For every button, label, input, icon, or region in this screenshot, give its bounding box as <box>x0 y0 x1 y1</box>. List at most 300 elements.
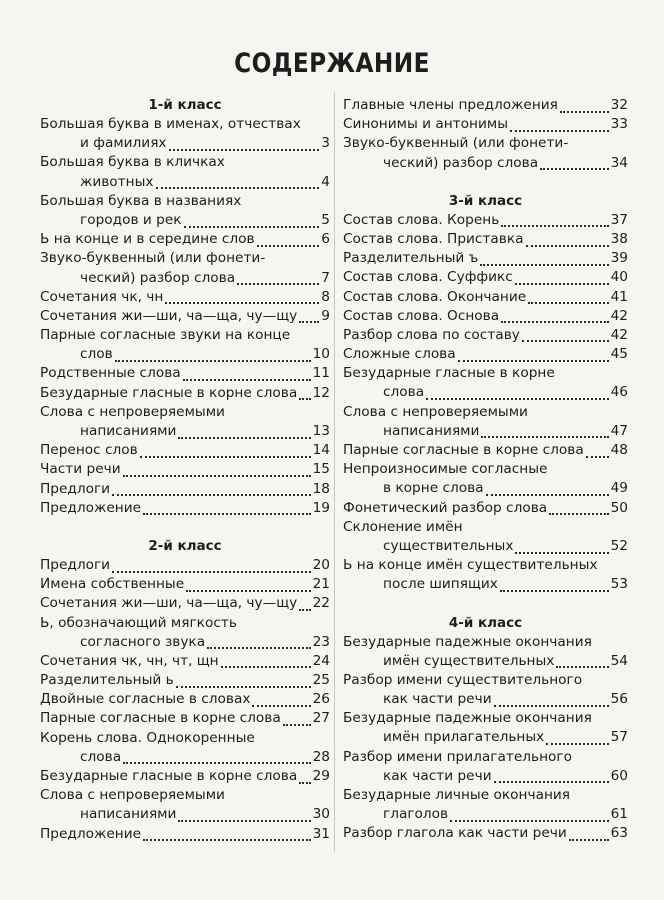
toc-entry[interactable] <box>40 288 330 307</box>
page-number: 3 <box>321 135 330 152</box>
page-number: 48 <box>610 442 628 458</box>
dot-leader <box>257 235 320 247</box>
dot-leader <box>237 273 319 285</box>
toc-entry-line <box>40 556 330 575</box>
dot-leader <box>480 254 608 266</box>
toc-entry-title: Предлоги <box>40 556 111 573</box>
page-number: 46 <box>610 384 628 401</box>
section-spacer <box>343 595 628 614</box>
dot-leader <box>549 503 608 515</box>
toc-entry-title: Предлоги <box>40 480 111 497</box>
toc-entry-line <box>343 307 628 326</box>
toc-entry-title: в корне слова <box>383 480 484 497</box>
toc-entry-title: Безударные падежные окончания <box>343 633 592 650</box>
toc-entry-line <box>40 422 330 441</box>
page-number: 25 <box>312 672 330 689</box>
toc-entry[interactable] <box>343 326 628 345</box>
page-number: 22 <box>312 595 330 612</box>
toc-entry[interactable] <box>40 652 330 671</box>
page-number: 31 <box>312 825 330 842</box>
toc-entry-line <box>343 748 628 767</box>
dot-leader <box>283 714 311 726</box>
toc-entry-title: Состав слова. Корень <box>343 211 500 228</box>
toc-entry-title: Разбор глагола как части речи <box>343 825 567 842</box>
dot-leader <box>143 829 311 841</box>
page-number: 15 <box>312 461 330 478</box>
toc-entry-line <box>40 633 330 652</box>
toc-entry[interactable] <box>343 249 628 268</box>
toc-entry[interactable] <box>343 115 628 134</box>
page-number: 38 <box>610 230 628 247</box>
dot-leader <box>156 177 320 189</box>
toc-entry-line <box>40 652 330 671</box>
toc-entry-title: Состав слова. Приставка <box>343 230 524 247</box>
page-number: 19 <box>312 499 330 516</box>
toc-entry-title: Предложение <box>40 499 142 516</box>
toc-entry-line <box>343 364 628 383</box>
toc-entry[interactable] <box>40 690 330 709</box>
toc-entry[interactable] <box>343 307 628 326</box>
toc-entry-line <box>40 211 330 230</box>
toc-entry-line <box>40 192 330 211</box>
toc-entry-title: Звуко-буквенный (или фонети- <box>343 135 569 152</box>
toc-entry-title: и фамилиях <box>80 135 167 152</box>
dot-leader <box>115 350 311 362</box>
toc-entry-title: Двойные согласные в словах <box>40 691 251 708</box>
page-number: 24 <box>312 652 330 669</box>
toc-right-column <box>343 96 628 844</box>
dot-leader <box>221 656 311 668</box>
toc-entry-line <box>343 499 628 518</box>
page-number: 29 <box>312 768 330 784</box>
toc-entry-line <box>343 633 628 652</box>
toc-entry[interactable] <box>343 441 628 460</box>
toc-entry-line <box>343 96 628 115</box>
toc-entry-title: Сочетания чк, чн, чт, щн <box>40 652 219 669</box>
toc-entry-title: написаниями <box>80 423 177 439</box>
dot-leader <box>522 330 609 342</box>
grade-heading: 2-й класс <box>148 537 222 554</box>
dot-leader <box>299 772 310 784</box>
toc-entry[interactable] <box>343 633 628 671</box>
toc-entry-line <box>343 134 628 153</box>
toc-entry-title: Безударные гласные в корне слова <box>40 768 298 784</box>
dot-leader <box>112 484 311 496</box>
page-number: 23 <box>312 633 330 650</box>
toc-entry-title: имён прилагательных <box>383 729 545 746</box>
toc-entry-title: Склонение имён <box>343 518 463 535</box>
grade-heading: 3-й класс <box>448 192 523 209</box>
toc-entry-line <box>40 805 330 824</box>
toc-entry-line <box>343 709 628 728</box>
toc-entry-title: имён существительных <box>383 652 555 669</box>
toc-entry-title: Безударные личные окончания <box>343 787 571 803</box>
toc-entry-title: Безударные падежные окончания <box>343 710 592 727</box>
toc-entry-title: Ь на конце и в середине слов <box>40 231 255 248</box>
toc-entry[interactable] <box>343 268 628 287</box>
toc-entry-line <box>343 288 628 307</box>
page-number: 56 <box>610 691 628 708</box>
toc-entry-title: Разбор имени существительного <box>343 671 583 688</box>
toc-entry-line <box>40 729 330 748</box>
dot-leader <box>299 311 319 323</box>
page-number: 54 <box>610 652 628 669</box>
dot-leader <box>140 446 311 458</box>
toc-entry-line <box>343 767 628 786</box>
toc-entry-line <box>40 307 330 326</box>
dot-leader <box>500 580 609 592</box>
dot-leader <box>169 139 320 151</box>
toc-entry-line <box>40 249 330 268</box>
page-number: 11 <box>312 365 330 382</box>
page-number: 60 <box>610 767 628 784</box>
toc-entry-line <box>40 441 330 460</box>
dot-leader <box>510 120 609 132</box>
toc-entry-line <box>343 518 628 537</box>
page-number: 12 <box>312 384 330 401</box>
dot-leader <box>515 542 608 554</box>
toc-entry-line <box>40 403 330 422</box>
toc-entry-title: Безударные гласные в корне слова <box>40 384 298 401</box>
toc-entry-line <box>343 556 628 575</box>
page-number: 37 <box>610 211 628 228</box>
toc-entry[interactable] <box>40 326 330 364</box>
toc-entry-title: ческий) разбор слова <box>383 154 539 171</box>
toc-entry[interactable] <box>40 249 330 287</box>
dot-leader <box>143 503 311 515</box>
toc-entry-line <box>343 824 628 843</box>
toc-entry-title: Перенос слов <box>40 442 138 459</box>
toc-entry-title: Парные согласные в корне слова <box>343 442 584 458</box>
page-number: 41 <box>610 288 628 305</box>
toc-entry[interactable] <box>343 460 628 498</box>
toc-entry-title: Ь на конце имён существительных <box>343 557 598 574</box>
toc-entry-title: Непроизносимые согласные <box>343 461 548 478</box>
toc-entry[interactable] <box>40 403 330 441</box>
dot-leader <box>546 733 608 745</box>
dot-leader <box>299 388 310 400</box>
page-number: 53 <box>610 576 628 593</box>
toc-entry[interactable] <box>40 307 330 326</box>
dot-leader <box>526 235 609 247</box>
toc-entry-line <box>40 709 330 728</box>
toc-entry-line <box>40 671 330 690</box>
dot-leader <box>252 695 310 707</box>
dot-leader <box>207 637 310 649</box>
page-number: 52 <box>610 537 628 554</box>
toc-entry[interactable] <box>40 115 330 153</box>
toc-entry[interactable] <box>40 671 330 690</box>
toc-entry-line <box>40 460 330 479</box>
toc-entry-line <box>343 383 628 402</box>
page-number: 26 <box>312 691 330 708</box>
page-number: 47 <box>610 422 628 439</box>
toc-entry-title: Родственные слова <box>40 365 181 382</box>
toc-entry-title: Фонетический разбор слова <box>343 499 548 516</box>
dot-leader <box>486 484 609 496</box>
toc-entry-title: написаниями <box>80 806 177 823</box>
page-number: 34 <box>610 154 628 171</box>
toc-entry-line <box>40 153 330 172</box>
dot-leader <box>165 292 319 304</box>
dot-leader <box>556 656 608 668</box>
toc-entry[interactable] <box>40 825 330 844</box>
dot-leader <box>501 311 608 323</box>
toc-entry[interactable] <box>343 134 628 172</box>
dot-leader <box>528 292 608 304</box>
section-spacer <box>343 173 628 192</box>
toc-entry-line <box>40 825 330 844</box>
toc-entry-line <box>40 269 330 288</box>
toc-entry-title: Ь, обозначающий мягкость <box>40 614 237 631</box>
toc-entry-line <box>343 249 628 268</box>
toc-entry[interactable] <box>40 480 330 499</box>
toc-entry[interactable] <box>40 709 330 728</box>
page-number: 27 <box>312 710 330 727</box>
dot-leader <box>560 101 609 113</box>
page-number: 63 <box>610 825 628 842</box>
toc-entry[interactable] <box>343 230 628 249</box>
toc-entry-line <box>40 499 330 518</box>
page-number: 49 <box>610 480 628 497</box>
toc-entry-title: после шипящих <box>383 576 498 593</box>
page-number: 42 <box>610 307 628 324</box>
dot-leader <box>178 427 310 439</box>
toc-entry-title: слова <box>80 748 122 765</box>
toc-entry-title: как части речи <box>383 691 492 708</box>
toc-entry-line <box>40 173 330 192</box>
dot-leader <box>515 273 609 285</box>
toc-entry-title: городов и рек <box>80 211 182 228</box>
toc-entry-title: согласного звука <box>80 633 206 650</box>
toc-entry-title: Большая буква в названиях <box>40 192 242 209</box>
page-number: 21 <box>312 576 330 593</box>
toc-entry[interactable] <box>40 556 330 575</box>
toc-entry-line <box>40 767 330 786</box>
toc-entry-line <box>343 326 628 345</box>
toc-entry-title: Синонимы и антонимы <box>343 116 509 133</box>
toc-entry-line <box>343 479 628 498</box>
toc-entry-title: Разделительный ъ <box>343 250 479 267</box>
toc-entry-line <box>40 480 330 499</box>
page-number: 57 <box>610 729 628 746</box>
page-number: 13 <box>312 423 330 439</box>
toc-entry[interactable] <box>40 460 330 479</box>
toc-entry-title: Предложение <box>40 825 142 842</box>
toc-entry[interactable] <box>40 192 330 230</box>
toc-entry-title: Слова с непроверяемыми <box>40 787 225 804</box>
toc-entry-title: Слова с непроверяемыми <box>343 403 528 420</box>
toc-entry-title: Звуко-буквенный (или фонети- <box>40 250 266 267</box>
toc-entry-title: животных <box>80 173 154 190</box>
toc-entry-title: Главные члены предложения <box>343 97 558 113</box>
toc-entry-line <box>40 594 330 613</box>
toc-entry-title: Разбор слова по составу <box>343 326 520 343</box>
toc-entry-title: Большая буква в кличках <box>40 154 225 171</box>
toc-entry-line <box>343 441 628 460</box>
toc-entry-line <box>40 575 330 594</box>
page-number: 5 <box>321 211 330 228</box>
toc-entry-title: слов <box>80 346 113 363</box>
toc-entry-line <box>343 211 628 230</box>
toc-entry-line <box>343 115 628 134</box>
toc-entry-line <box>40 288 330 307</box>
toc-entry-title: написаниями <box>383 422 480 439</box>
toc-entry[interactable] <box>343 824 628 843</box>
page-number: 7 <box>321 269 330 286</box>
toc-entry-line <box>40 115 330 134</box>
dot-leader <box>112 561 311 573</box>
page-number: 14 <box>312 442 330 459</box>
page-number: 4 <box>321 173 330 190</box>
toc-entry-title: Части речи <box>40 461 121 478</box>
toc-entry[interactable] <box>343 709 628 747</box>
toc-entry[interactable] <box>343 403 628 441</box>
toc-entry-line <box>343 671 628 690</box>
dot-leader <box>123 465 311 477</box>
toc-entry-title: ческий) разбор слова <box>80 269 236 286</box>
toc-entry-line <box>40 345 330 364</box>
dot-leader <box>458 350 609 362</box>
toc-entry-title: существительных <box>383 537 514 554</box>
dot-leader <box>123 752 310 764</box>
toc-entry[interactable] <box>343 499 628 518</box>
toc-entry-title: Состав слова. Суффикс <box>343 269 513 286</box>
toc-entry[interactable] <box>343 288 628 307</box>
toc-entry[interactable] <box>40 614 330 652</box>
toc-entry-title: глаголов <box>383 806 449 823</box>
toc-entry-line <box>343 230 628 249</box>
toc-entry[interactable] <box>40 364 330 383</box>
toc-entry[interactable] <box>40 153 330 191</box>
dot-leader <box>501 215 608 227</box>
dot-leader <box>426 388 608 400</box>
toc-entry[interactable] <box>343 671 628 709</box>
toc-entry-line <box>343 460 628 479</box>
page-number: 50 <box>610 499 628 516</box>
page-title: СОДЕРЖАНИЕ <box>234 48 430 79</box>
dot-leader <box>494 771 609 783</box>
toc-entry-line <box>343 154 628 173</box>
toc-entry-title: Имена собственные <box>40 576 185 593</box>
toc-entry-line <box>40 134 330 153</box>
page-number: 39 <box>610 250 628 267</box>
toc-entry[interactable] <box>40 767 330 786</box>
toc-entry-line <box>40 786 330 805</box>
toc-entry-line <box>343 575 628 594</box>
toc-entry[interactable] <box>40 575 330 594</box>
toc-entry-line <box>343 786 628 805</box>
toc-entry-line <box>343 537 628 556</box>
dot-leader <box>184 216 320 228</box>
toc-entry[interactable] <box>40 384 330 403</box>
toc-entry-title: Состав слова. Основа <box>343 307 500 324</box>
grade-heading: 4-й класс <box>448 614 523 631</box>
toc-entry-line <box>343 728 628 747</box>
toc-entry-title: Сочетания жи—ши, ча—ща, чу—щу <box>40 595 298 612</box>
toc-entry[interactable] <box>40 499 330 518</box>
page-number: 8 <box>321 288 330 305</box>
toc-entry-line <box>40 230 330 249</box>
toc-entry[interactable] <box>40 594 330 613</box>
page-number: 9 <box>321 307 330 324</box>
toc-entry-title: Сочетания жи—ши, ча—ща, чу—щу <box>40 307 298 324</box>
toc-entry-title: Безударные гласные в корне <box>343 365 555 382</box>
section-spacer <box>40 518 330 537</box>
toc-entry[interactable] <box>343 786 628 824</box>
toc-entry-line <box>40 326 330 345</box>
page-number: 20 <box>312 556 330 573</box>
toc-entry[interactable] <box>40 729 330 767</box>
toc-entry[interactable] <box>40 230 330 249</box>
page-number: 6 <box>321 231 330 248</box>
page-number: 42 <box>610 326 628 343</box>
dot-leader <box>183 369 311 381</box>
toc-entry-line <box>343 690 628 709</box>
toc-left-column <box>40 96 330 844</box>
dot-leader <box>186 580 310 592</box>
toc-entry-title: слова <box>383 384 425 401</box>
dot-leader <box>569 829 609 841</box>
page-number: 33 <box>610 116 628 133</box>
toc-entry-line <box>343 805 628 824</box>
page-number: 10 <box>312 346 330 363</box>
dot-leader <box>450 810 608 822</box>
dot-leader <box>586 446 609 458</box>
page-number: 61 <box>610 806 628 823</box>
dot-leader <box>178 810 310 822</box>
toc-entry-title: как части речи <box>383 767 492 784</box>
toc-entry[interactable] <box>343 518 628 556</box>
toc-entry[interactable] <box>343 364 628 402</box>
toc-entry-title: Парные согласные звуки на конце <box>40 327 291 344</box>
dot-leader <box>176 676 311 688</box>
dot-leader <box>481 426 608 438</box>
page-number: 40 <box>610 269 628 286</box>
toc-entry-line <box>343 345 628 364</box>
column-divider <box>334 92 335 852</box>
toc-entry[interactable] <box>40 441 330 460</box>
toc-entry-line <box>343 403 628 422</box>
toc-entry[interactable] <box>343 345 628 364</box>
toc-entry[interactable] <box>343 96 628 115</box>
toc-entry-title: Состав слова. Окончание <box>343 288 527 305</box>
toc-entry-title: Парные согласные в корне слова <box>40 710 281 727</box>
toc-entry-line <box>343 652 628 671</box>
page-number: 30 <box>312 806 330 823</box>
toc-entry[interactable] <box>343 556 628 594</box>
toc-entry-line <box>40 614 330 633</box>
grade-heading: 1-й класс <box>148 97 222 113</box>
toc-entry-title: Корень слова. Однокоренные <box>40 729 255 746</box>
page-number: 32 <box>610 97 628 113</box>
page-number: 45 <box>610 346 628 363</box>
toc-entry[interactable] <box>40 786 330 824</box>
toc-entry-title: Слова с непроверяемыми <box>40 403 225 420</box>
toc-entry-line <box>40 364 330 383</box>
page-number: 28 <box>312 748 330 765</box>
dot-leader <box>540 158 608 170</box>
toc-entry-line <box>343 268 628 287</box>
toc-entry-line <box>40 748 330 767</box>
toc-entry-title: Сложные слова <box>343 346 456 363</box>
toc-entry[interactable] <box>343 748 628 786</box>
toc-entry-line <box>343 422 628 441</box>
toc-entry-title: Сочетания чк, чн <box>40 288 164 305</box>
toc-entry[interactable] <box>343 211 628 230</box>
dot-leader <box>299 599 310 611</box>
toc-entry-title: Разбор имени прилагательного <box>343 748 572 765</box>
